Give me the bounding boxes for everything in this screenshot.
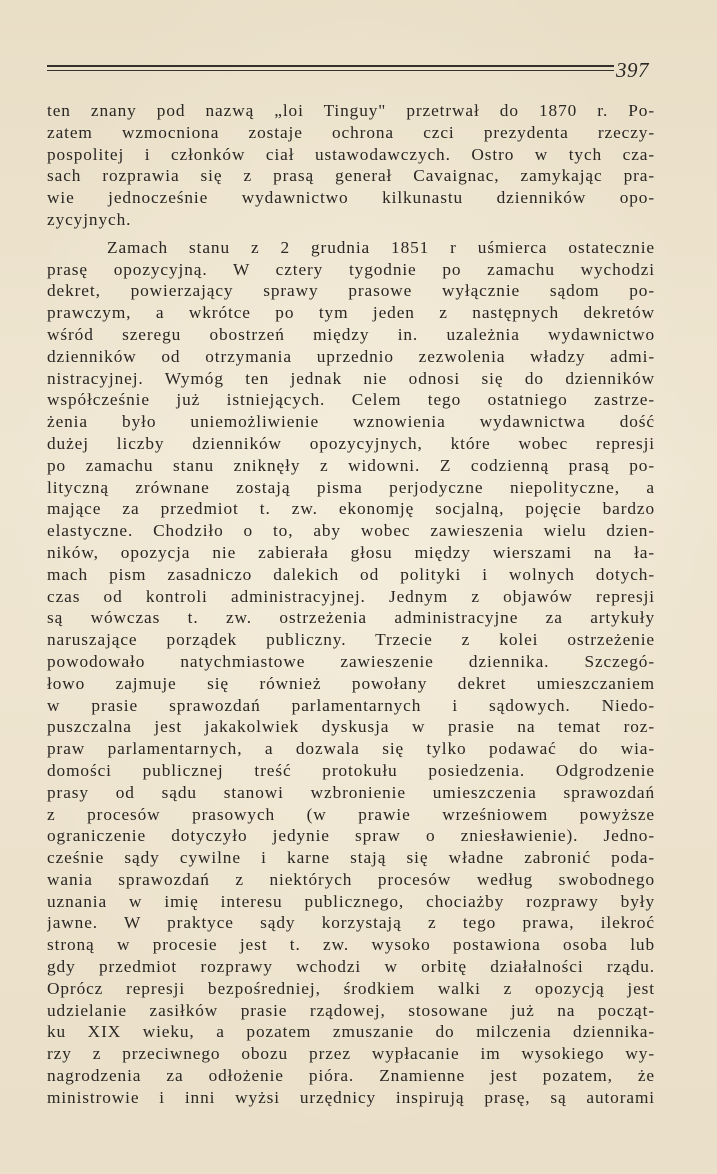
text-line: wania sprawozdań z niektórych procesów według swobodnego [47,869,655,889]
text-line: prasę opozycyjną. W cztery tygodnie po zamachu wychodzi [47,259,655,279]
text-line: zycyjnych. [47,209,132,229]
text-line: dekret, powierzający sprawy prasowe wyłącznie sądom po- [47,281,655,301]
text-line: uznania w imię interesu publicznego, chociażby rozprawy były [47,891,655,911]
text-line: są wówczas t. zw. ostrzeżenia administracyjne za artykuły [47,608,655,628]
header-rule [47,65,614,67]
text-line: po zamachu stanu zniknęły z widowni. Z codzienną prasą po- [47,455,655,475]
body-text [47,100,655,1109]
text-line: puszczalna jest jakakolwiek dyskusja w prasie na temat roz- [47,717,655,737]
text-line: praw parlamentarnych, a dozwala się tylko podawać do wia- [47,739,655,759]
text-line: elastyczne. Chodziło o to, aby wobec zawieszenia wielu dzien- [47,521,655,541]
text-line: wśród szeregu obostrzeń między in. uzależnia wydawnictwo [47,324,655,344]
text-line: domości publicznej treść protokułu posiedzenia. Odgrodzenie [47,760,655,780]
text-line: prawczym, a wkrótce po tym jeden z następnych dekretów [47,303,655,323]
text-line: powodowało natychmiastowe zawieszenie dziennika. Szczegó- [47,651,655,671]
text-line: cześnie sądy cywilne i karne stają się władne zabronić poda- [47,848,655,868]
text-line: ku XIX wieku, a pozatem zmuszanie do milczenia dziennika- [47,1022,655,1042]
text-line: z procesów prasowych (w prawie wrześniowem powyższe [47,804,655,824]
text-line: współcześnie już istniejących. Celem tego ostatniego zastrze- [47,390,655,410]
text-line: prasy od sądu stanowi wzbronienie umieszczenia sprawozdań [47,782,655,802]
text-line: żenia było uniemożliwienie wznowienia wydawnictwa dość [47,412,655,432]
text-line: wie jednocześnie wydawnictwo kilkunastu dzienników opo- [47,188,655,208]
text-line: nistracyjnej. Wymóg ten jednak nie odnosi się do dzienników [47,368,655,388]
text-line: gdy przedmiot rozprawy wchodzi w orbitę działalności rządu. [47,957,655,977]
text-line: pospolitej i członków ciał ustawodawczych. Ostro w tych cza- [47,144,655,164]
page-header [47,56,655,86]
text-line: udzielanie zasiłków prasie rządowej, stosowane już na począt- [47,1000,655,1020]
text-line: mach pism zasadniczo dalekich od polityki i wolnych dotych- [47,564,655,584]
text-line: mające za przedmiot t. zw. ekonomję socjalną, pojęcie bardzo [47,499,655,519]
text-line: łowo zajmuje się również powołany dekret umieszczaniem [47,673,655,693]
text-line: stroną w procesie jest t. zw. wysoko postawiona osoba lub [47,935,655,955]
text-line: dzienników od otrzymania uprzednio zezwolenia władzy admi- [47,346,655,366]
text-line: zatem wzmocniona zostaje ochrona czci prezydenta rzeczy- [47,122,655,142]
text-line: ten znany pod nazwą „loi Tinguy" przetrwał do 1870 r. Po- [47,101,655,120]
paragraph-1 [47,100,655,231]
text-line: ograniczenie dotyczyło jedynie spraw o zniesławienie). Jedno- [47,826,655,846]
text-line: dużej liczby dzienników opozycyjnych, które wobec represji [47,433,655,453]
paragraph-2 [47,237,655,1109]
text-line: ników, opozycja nie zabierała głosu między wierszami na ła- [47,542,655,562]
text-line: ministrowie i inni wyżsi urzędnicy inspirują prasę, są autorami [47,1087,655,1107]
text-line: Zamach stanu z 2 grudnia 1851 r uśmierca ostatecznie [107,237,655,257]
text-line: nagrodzenia za odłożenie pióra. Znamienne jest pozatem, że [47,1066,655,1086]
text-line: w prasie sprawozdań parlamentarnych i sądowych. Niedo- [47,695,655,715]
text-line: jawne. W praktyce sądy korzystają z tego prawa, ilekroć [47,913,655,933]
text-line: rzy z przeciwnego obozu przez wypłacanie im wysokiego wy- [47,1044,655,1064]
page-number: 397 [616,58,649,82]
text-line: lityczną zrównane zostają pisma perjodyczne niepolityczne, a [47,477,655,497]
text-line: sach rozprawia się z prasą generał Cavaignac, zamykając pra- [47,166,655,186]
text-line: czas od kontroli administracyjnej. Jednym z objawów represji [47,586,655,606]
text-line: naruszające porządek publiczny. Trzecie z kolei ostrzeżenie [47,630,655,650]
text-line: Oprócz represji bezpośredniej, środkiem walki z opozycją jest [47,978,655,998]
header-rule-thin [47,70,614,71]
